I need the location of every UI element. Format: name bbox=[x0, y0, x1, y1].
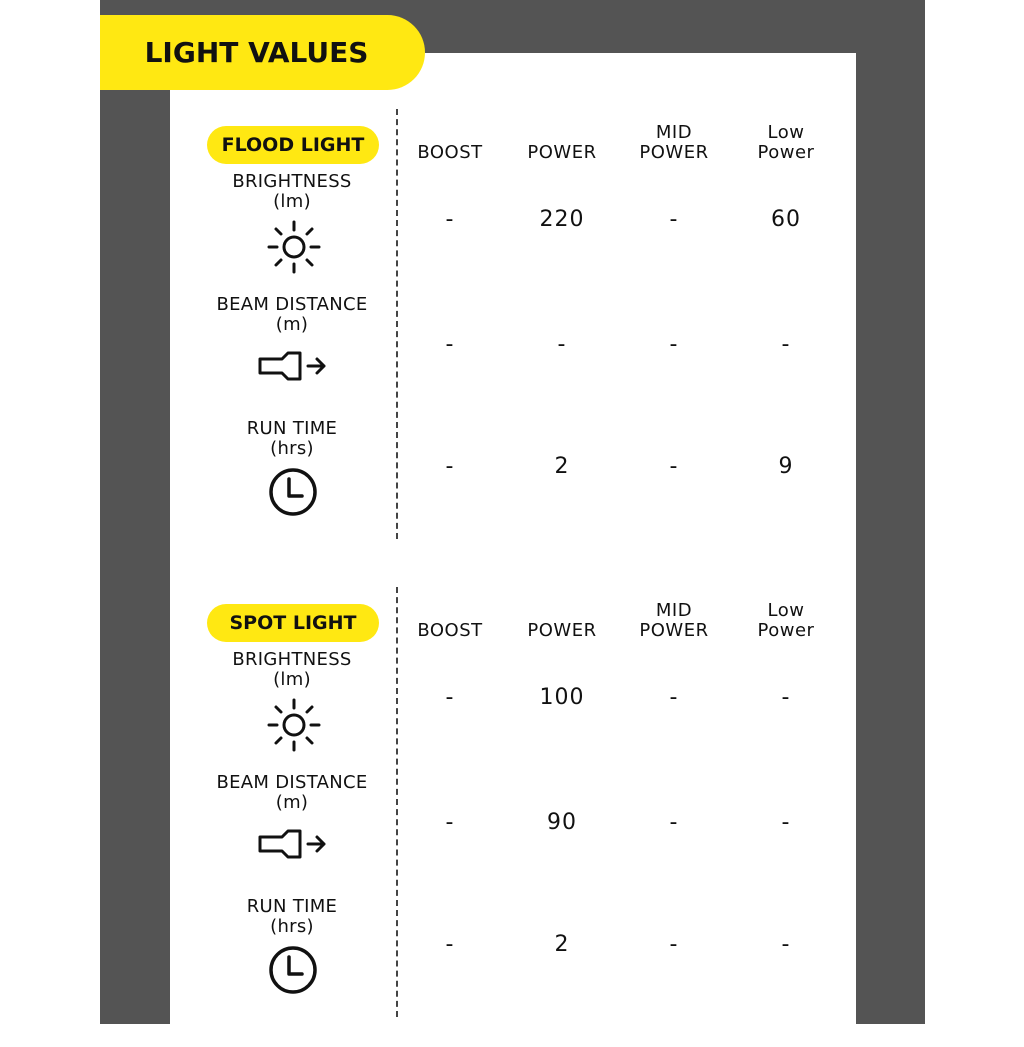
value-cell: - bbox=[669, 332, 679, 357]
column-header-power bbox=[507, 109, 617, 163]
value-cell: 2 bbox=[554, 454, 570, 479]
row-label-text: BEAM DISTANCE bbox=[216, 772, 368, 793]
section-spot-light bbox=[170, 587, 856, 1047]
clock-icon bbox=[267, 944, 319, 996]
value-cell: - bbox=[669, 685, 679, 710]
column-header-line2: Power bbox=[757, 142, 815, 163]
column-header-power bbox=[507, 587, 617, 641]
column-header-boost bbox=[395, 587, 505, 641]
section-badge: SPOT LIGHT bbox=[207, 604, 379, 642]
column-header-line2: Power bbox=[757, 620, 815, 641]
value-cell: - bbox=[669, 207, 679, 232]
section-flood-light bbox=[170, 109, 856, 569]
sun-icon bbox=[266, 697, 322, 753]
column-header-boost bbox=[395, 109, 505, 163]
value-cell: - bbox=[445, 454, 455, 479]
row-label-brightness bbox=[192, 650, 392, 690]
value-cell: - bbox=[557, 332, 567, 357]
column-header-line2: POWER bbox=[639, 142, 709, 163]
flashlight-beam-icon bbox=[258, 827, 330, 861]
column-header-low-power bbox=[731, 587, 841, 641]
row-label-beam-distance bbox=[192, 295, 392, 335]
value-cell: 2 bbox=[554, 932, 570, 957]
value-cell: 9 bbox=[778, 454, 794, 479]
value-cell: 60 bbox=[771, 207, 801, 232]
value-cell: - bbox=[445, 685, 455, 710]
row-label-run-time bbox=[192, 419, 392, 459]
value-cell: - bbox=[781, 332, 791, 357]
column-header-mid-power bbox=[619, 109, 729, 163]
row-label-text: BRIGHTNESS bbox=[232, 649, 352, 670]
value-cell: 220 bbox=[539, 207, 585, 232]
value-cell: - bbox=[669, 932, 679, 957]
column-header-line1: MID bbox=[655, 600, 693, 621]
value-cell: - bbox=[445, 207, 455, 232]
value-cell: - bbox=[669, 454, 679, 479]
value-cell: - bbox=[781, 932, 791, 957]
column-header-line1: Low bbox=[767, 122, 805, 143]
row-unit: (m) bbox=[275, 792, 309, 813]
column-header-low-power bbox=[731, 109, 841, 163]
value-cell: 90 bbox=[547, 810, 577, 835]
row-label-brightness bbox=[192, 172, 392, 212]
value-cell: - bbox=[781, 685, 791, 710]
value-cell: - bbox=[445, 932, 455, 957]
section-badge: FLOOD LIGHT bbox=[207, 126, 379, 164]
column-header-line2: POWER bbox=[639, 620, 709, 641]
row-label-text: BEAM DISTANCE bbox=[216, 294, 368, 315]
clock-icon bbox=[267, 466, 319, 518]
page-title: LIGHT VALUES bbox=[144, 36, 369, 69]
column-header-line1: MID bbox=[655, 122, 693, 143]
column-header-line2: POWER bbox=[527, 142, 597, 163]
row-label-text: RUN TIME bbox=[246, 418, 338, 439]
column-header-line2: BOOST bbox=[417, 620, 483, 641]
row-label-text: RUN TIME bbox=[246, 896, 338, 917]
column-header-mid-power bbox=[619, 587, 729, 641]
value-cell: - bbox=[445, 810, 455, 835]
row-unit: (hrs) bbox=[270, 438, 314, 459]
row-label-beam-distance bbox=[192, 773, 392, 813]
flashlight-beam-icon bbox=[258, 349, 330, 383]
value-cell: - bbox=[445, 332, 455, 357]
row-label-text: BRIGHTNESS bbox=[232, 171, 352, 192]
row-unit: (lm) bbox=[273, 669, 311, 690]
row-label-run-time bbox=[192, 897, 392, 937]
value-cell: 100 bbox=[539, 685, 585, 710]
value-cell: - bbox=[781, 810, 791, 835]
row-unit: (lm) bbox=[273, 191, 311, 212]
sun-icon bbox=[266, 219, 322, 275]
row-unit: (m) bbox=[275, 314, 309, 335]
column-header-line1: Low bbox=[767, 600, 805, 621]
column-header-line2: POWER bbox=[527, 620, 597, 641]
value-cell: - bbox=[669, 810, 679, 835]
row-unit: (hrs) bbox=[270, 916, 314, 937]
column-header-line2: BOOST bbox=[417, 142, 483, 163]
